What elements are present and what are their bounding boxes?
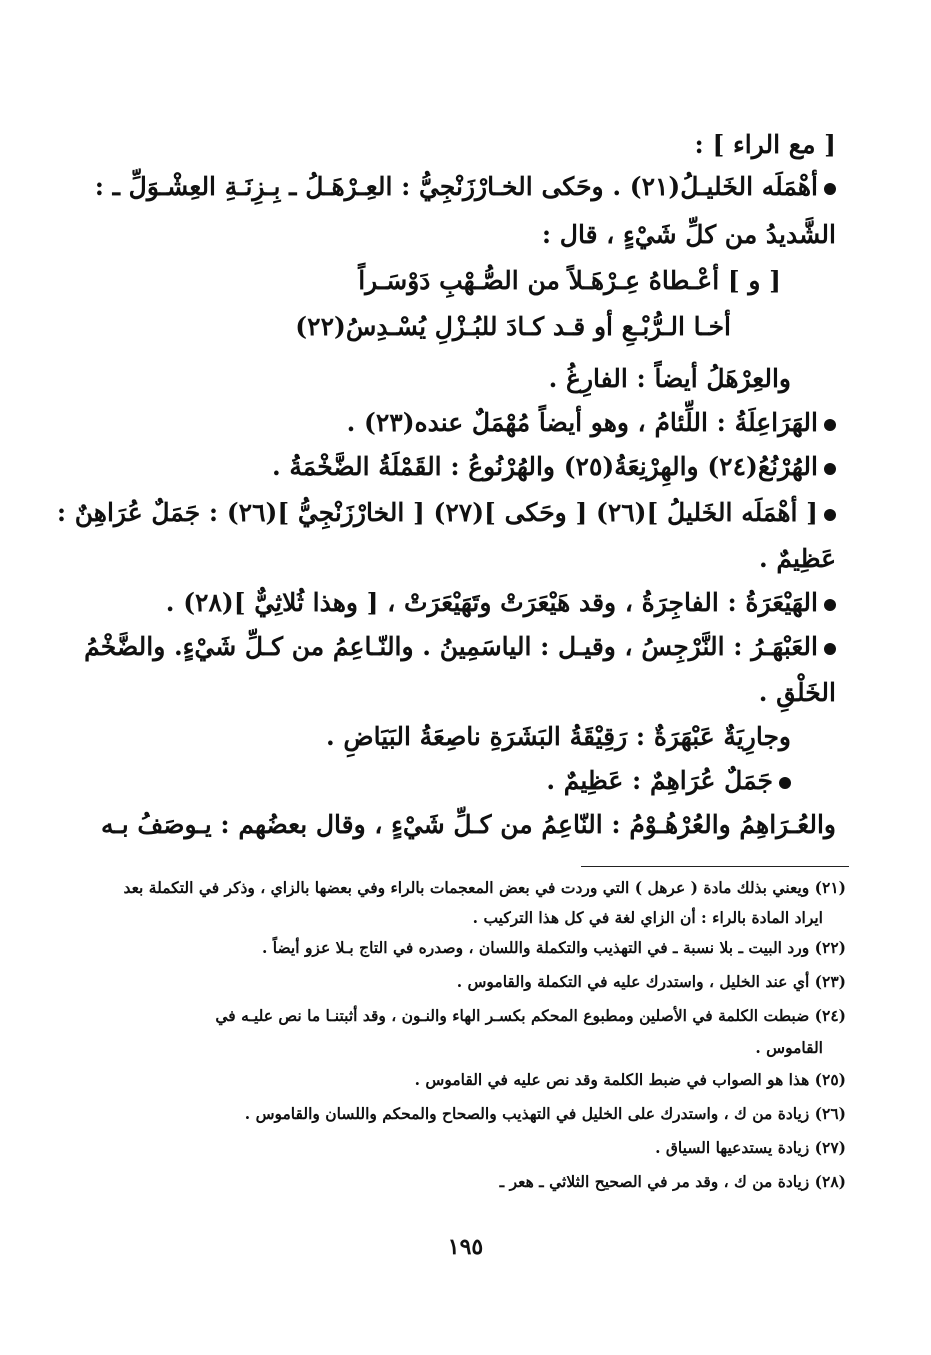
bullet-icon (824, 183, 836, 195)
footnote: (٢٤) ضبطت الكلمة في الأصلين ومطبوع المحكم بكسـر الهاء والنـون ، وقد أثبتنـا ما نص عليـه في (215, 1006, 846, 1025)
entry-line: الهُرْنُعُ(٢٤) والهِرْنِعَةُ(٢٥) والهُرْنُوعُ : القَمْلَةُ الضَّخْمَةُ . (91, 450, 836, 484)
footnote: (٢٢) ورد البيت ـ بلا نسبة ـ في التهذيب والتكملة واللسان ، وصدره في التاج بـلا عزو أيضاً . (261, 938, 846, 957)
entry-line: وجارِيَةٌ عَبْهَرَةٌ : رَقِيْقَةُ البَشَرَةِ ناصِعَةُ البَيَاضِ . (326, 722, 791, 751)
footnote-divider (581, 866, 849, 867)
footnote: (٢٨) زيادة من ك ، وقد مر في الصحيح الثلاثي ـ هعر ـ (499, 1172, 846, 1191)
entry-line: الشَّديدُ من كلِّ شَيْءٍ ، قال : (541, 220, 836, 249)
page-number: ١٩٥ (447, 1234, 484, 1260)
entry-line: [ أهْمَلَه الخَليلُ ](٢٦) [ وحَكى ](٢٧) [ الخارْزَنْجِيُّ ](٢٦) : جَمَلٌ عُرَاهِنٌ : (91, 496, 836, 530)
entry-line: والعِرْهَلُ أيضاً : الفارِغُ . (548, 364, 791, 393)
footnote-continuation: القاموس . (755, 1038, 823, 1057)
bullet-icon (824, 419, 836, 431)
verse-line-second-hemistich: أخـا الـرُّبْـعِ أو قـد كـادَ للبُـزْلِ يُسْـدِسُ(٢٢) (295, 312, 731, 341)
bullet-icon (824, 599, 836, 611)
section-heading: [ مع الراء ] : (694, 130, 836, 159)
bullet-icon (824, 463, 836, 475)
footnote: (٢٦) زيادة من ك ، واستدرك على الخليل في التهذيب والصحاح والمحكم واللسان والقاموس . (244, 1104, 846, 1123)
entry-line: الهَرَاعِلَةُ : اللِّئامُ ، وهو أيضاً مُهْمَلٌ عنده(٢٣) . (91, 406, 836, 440)
bullet-icon (824, 643, 836, 655)
entry-line: الهَيْعَرَةُ : الفاجِرَةُ ، وقد هَيْعَرَتْ وتَهَيْعَرَتْ ، [ وهذا ثُلاثِيٌّ ](٢٨) . (91, 586, 836, 620)
footnote: (٢٧) زيادة يستدعيها السياق . (655, 1138, 846, 1157)
entry-line: والعُـرَاهِمُ والعُرْهُـوْمُ : النّاعِمُ من كـلِّ شَيْءٍ ، وقال بعضُهم : يـوصَفُ بـه (101, 810, 836, 839)
entry-line: أهْمَلَه الخَليـلُ(٢١) . وحَكى الخـارْزَنْجِيُّ : العِـرْهَـلُ ـ بِـزِنَـةِ العِشْـوَلِّ ـ : (91, 170, 836, 204)
footnote: (٢٣) أي عند الخليل ، واستدرك عليه في التكملة والقاموس . (456, 972, 846, 991)
footnote-continuation: ايراد المادة بالراء : أن الزاي لغة في كل هذا التركيب . (472, 908, 823, 927)
entry-line: عَظِيمٌ . (758, 544, 836, 573)
entry-line: العَبْهَـرُ : النَّرْجِسُ ، وقيـل : الياسَمِينُ . والنّـاعِمُ من كـلِّ شَيْءٍ. والضَّخْمُ (91, 630, 836, 664)
entry-line: الخَلْقِ . (758, 678, 836, 707)
footnote: (٢٥) هذا هو الصواب في ضبط الكلمة وقد نص عليه في القاموس . (414, 1070, 846, 1089)
bullet-icon (824, 509, 836, 521)
verse-line-first-hemistich: [ و ] أعْـطاهُ عِـرْهَـلاً من الصُّـهْبِ دَوْسَـراً (358, 266, 781, 295)
footnote: (٢١) ويعني بذلك مادة ( عرهل ) التي وردت في بعض المعجمات بالراء وفي بعضها بالزاي ، وذكر في التكملة بعد (123, 878, 846, 897)
entry-line: جَمَلٌ عُرَاهِمٌ : عَظِيمٌ . (91, 764, 791, 798)
bullet-icon (779, 777, 791, 789)
